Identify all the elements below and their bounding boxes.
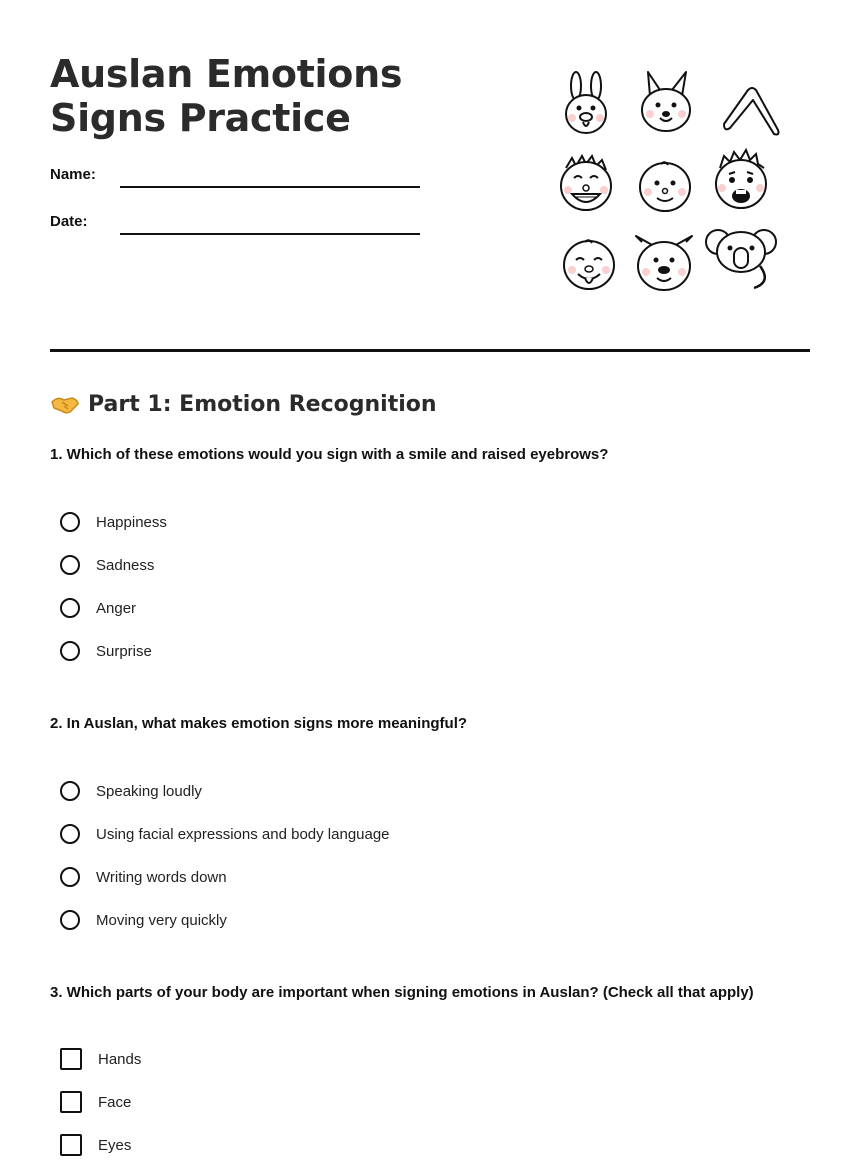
q1-option-sadness[interactable] <box>60 553 154 577</box>
date-label: Date: <box>50 213 88 230</box>
boomerang-icon <box>720 86 784 138</box>
name-field[interactable] <box>50 166 430 196</box>
option-label: Moving very quickly <box>96 911 227 929</box>
bunny-face-icon <box>636 68 696 134</box>
option-label: Sadness <box>96 556 155 574</box>
checkbox[interactable] <box>60 1048 82 1070</box>
option-label: Eyes <box>98 1136 132 1154</box>
option-label: Writing words down <box>96 868 227 886</box>
q1-option-anger[interactable] <box>60 596 136 620</box>
page-title: Auslan Emotions Signs Practice <box>50 52 403 140</box>
option-label: Happiness <box>96 513 167 531</box>
radio-button[interactable] <box>60 824 80 844</box>
q3-option-face[interactable] <box>60 1090 131 1114</box>
emotion-faces-illustration <box>552 62 792 302</box>
radio-button[interactable] <box>60 781 80 801</box>
q1-option-surprise[interactable] <box>60 639 152 663</box>
checkbox[interactable] <box>60 1091 82 1113</box>
date-field[interactable] <box>50 213 430 243</box>
question-3: 3. Which parts of your body are important when signing emotions in Auslan? (Check all that apply) <box>50 984 754 1001</box>
option-label: Hands <box>98 1050 142 1068</box>
option-label: Anger <box>96 599 137 617</box>
name-input-line[interactable] <box>120 186 420 188</box>
q2-option-writing-words[interactable] <box>60 865 227 889</box>
q2-option-facial-expressions[interactable] <box>60 822 390 846</box>
option-label: Speaking loudly <box>96 782 202 800</box>
radio-button[interactable] <box>60 867 80 887</box>
question-2: 2. In Auslan, what makes emotion signs more meaningful? <box>50 715 468 732</box>
checkbox[interactable] <box>60 1134 82 1156</box>
grinning-face-icon <box>556 150 616 214</box>
radio-button[interactable] <box>60 598 80 618</box>
option-label: Using facial expressions and body language <box>96 825 390 843</box>
part1-heading-text: Part 1: Emotion Recognition <box>88 391 437 417</box>
q2-option-moving-quickly[interactable] <box>60 908 227 932</box>
wombat-face-icon <box>632 234 696 294</box>
radio-button[interactable] <box>60 512 80 532</box>
name-label: Name: <box>50 166 96 183</box>
q3-option-eyes[interactable] <box>60 1133 131 1157</box>
option-label: Face <box>98 1093 132 1111</box>
radio-button[interactable] <box>60 641 80 661</box>
shocked-face-icon <box>710 146 772 212</box>
handshake-icon <box>50 392 80 416</box>
laughing-face-icon <box>560 234 618 292</box>
q2-option-speaking-loudly[interactable] <box>60 779 202 803</box>
bunny-face-icon <box>558 70 614 136</box>
q1-option-happiness[interactable] <box>60 510 167 534</box>
radio-button[interactable] <box>60 555 80 575</box>
q3-option-hands[interactable] <box>60 1047 141 1071</box>
koala-face-icon <box>704 226 778 292</box>
header-divider <box>50 349 810 352</box>
smiling-face-icon <box>636 156 694 214</box>
date-input-line[interactable] <box>120 233 420 235</box>
part1-heading <box>50 389 437 419</box>
radio-button[interactable] <box>60 910 80 930</box>
question-1: 1. Which of these emotions would you sign with a smile and raised eyebrows? <box>50 446 609 463</box>
option-label: Surprise <box>96 642 152 660</box>
